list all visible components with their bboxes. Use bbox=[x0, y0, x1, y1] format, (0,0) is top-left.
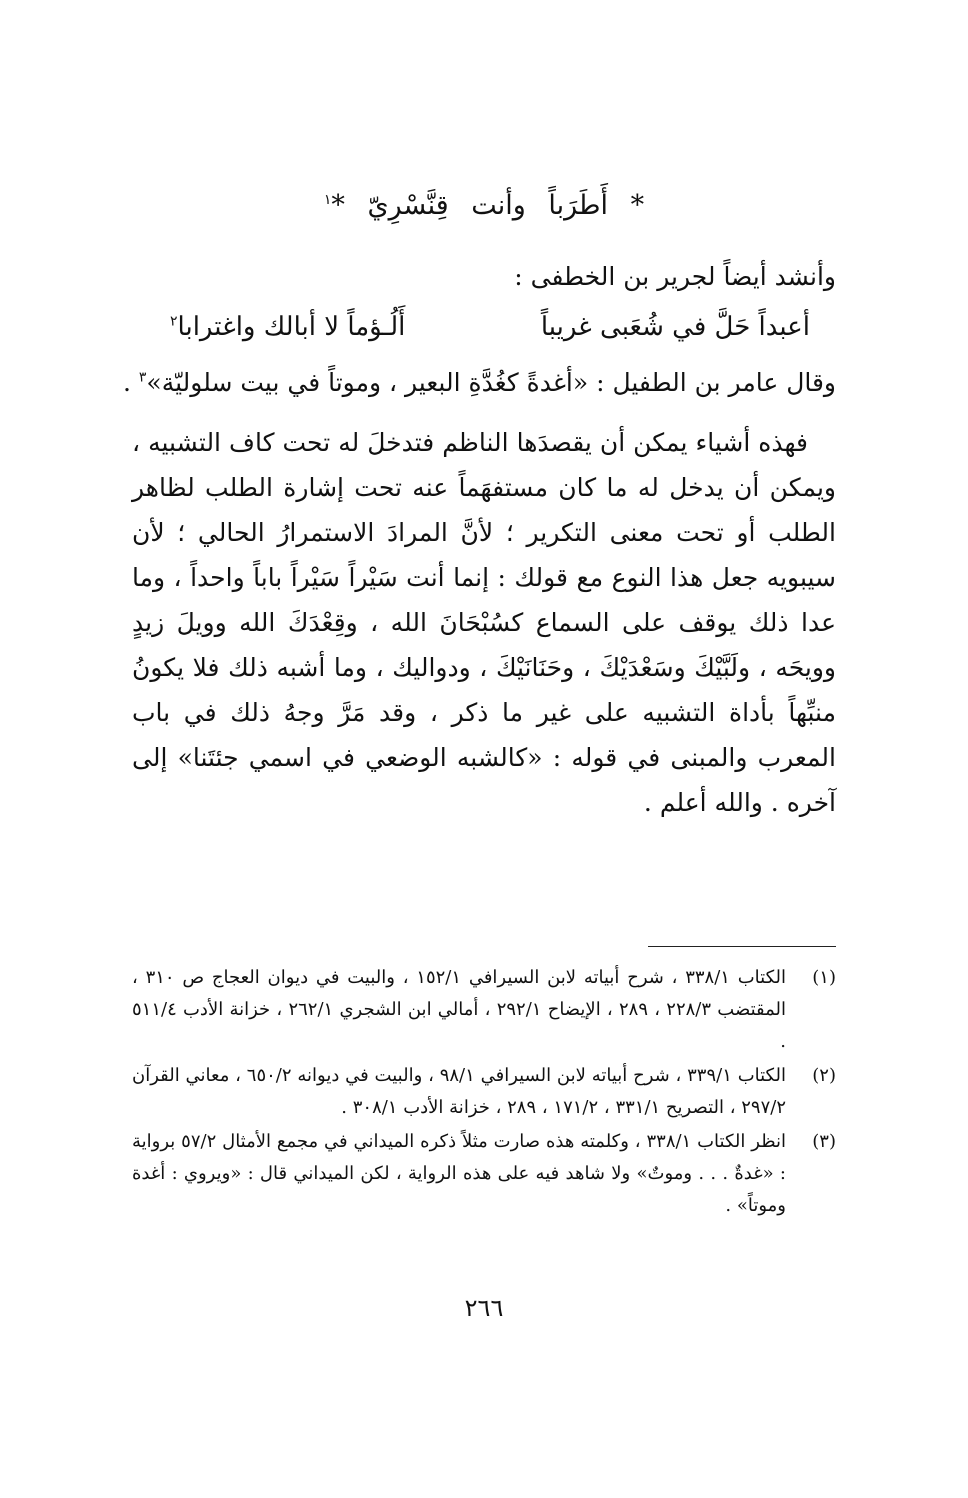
poem-couplet bbox=[170, 312, 810, 342]
intro-line-jarir: وأنشد أيضاً لجرير بن الخطفى : bbox=[514, 262, 836, 291]
footnote-divider bbox=[648, 946, 836, 947]
page-number: ٢٦٦ bbox=[464, 1294, 504, 1322]
couplet-first-half: أعبداً حَلَّ في شُعَبى غريباً bbox=[540, 312, 810, 342]
verse-hemistich-text: * أَطَرَباً وأنت قِنَّسْرِيّ * bbox=[331, 190, 645, 221]
footnotes-section bbox=[132, 962, 836, 1224]
footnote-text: انظر الكتاب ٣٣٨/١ ، وكلمته هذه صارت مثلاً ذكره الميداني في مجمع الأمثال ٥٧/٢ برواية : «غدةٌ . . . وموتٌ» ولا شاهد فيه على هذه الرواية ، لكن الميداني قال : «ويروي : أغدة وموتاً» . bbox=[132, 1131, 786, 1216]
verse-hemistich bbox=[0, 190, 968, 221]
intro-line-amir-text: وقال عامر بن الطفيل : «أغدةً كغُدَّةِ البعير ، وموتاً في بيت سلوليّة» bbox=[146, 368, 836, 397]
intro-line-amir bbox=[123, 368, 836, 397]
footnote-ref-2[interactable]: ٢ bbox=[170, 313, 178, 330]
footnote-3 bbox=[132, 1126, 836, 1222]
couplet-second-half: أَلُـؤماً لا أبالك واغترابا bbox=[177, 312, 406, 342]
footnote-2 bbox=[132, 1060, 836, 1124]
footnote-number: (٢) bbox=[812, 1065, 836, 1086]
footnote-ref-3[interactable]: ٣ bbox=[138, 369, 147, 386]
intro-line-amir-tail: . bbox=[122, 368, 139, 397]
footnote-1 bbox=[132, 962, 836, 1058]
couplet-second-half-wrap bbox=[170, 312, 405, 342]
footnote-text: الكتاب ٣٣٨/١ ، شرح أبياته لابن السيرافي ١٥٢/١ ، والبيت في ديوان العجاج ص ٣١٠ ، المقتضب ٢٢٨/٣ ، ٢٨٩ ، الإيضاح ٢٩٢/١ ، أمالي ابن الشجري ٢٦٢/١ ، خزانة الأدب ٥١١/٤ . bbox=[132, 967, 786, 1052]
footnote-number: (٣) bbox=[812, 1131, 836, 1152]
footnote-number: (١) bbox=[812, 967, 836, 988]
footnote-text: الكتاب ٣٣٩/١ ، شرح أبياته لابن السيرافي ٩٨/١ ، والبيت في ديوانه ٦٥٠/٢ ، معاني القرآن ٢٩٧/٢ ، التصريح ٣٣١/١ ، ١٧١/٢ ، ٢٨٩ ، خزانة الأدب ٣٠٨/١ . bbox=[132, 1065, 786, 1118]
footnote-ref-1[interactable]: ١ bbox=[323, 192, 332, 208]
body-paragraph: فهذه أشياء يمكن أن يقصدَها الناظم فتدخلَ له تحت كاف التشبيه ، ويمكن أن يدخل له ما كان مستفهَماً عنه تحت إشارة الطلب لظاهر الطلب أو تحت معنى التكرير ؛ لأنَّ المرادَ الاستمرارُ الحالي ؛ لأن سيبويه جعل هذا النوع مع قولك : إنما أنت سَيْراً سَيْراً باباً واحداً ، وما عدا ذلك يوقف على السماع كسُبْحَانَ الله ، وقِعْدَكَ الله وويلَ زيدٍ وويحَه ، ولَبَّيْكَ وسَعْدَيْكَ ، وحَنَانَيْكَ ، ودواليك ، وما أشبه ذلك فلا يكونُ منبِّهاً بأداة التشبيه على غير ما ذكر ، وقد مَرَّ وجهُ ذلك في باب المعرب والمبنى في قوله : «كالشبه الوضعي في اسمي جئتَنا» إلى آخره . والله أعلم . bbox=[132, 428, 836, 817]
